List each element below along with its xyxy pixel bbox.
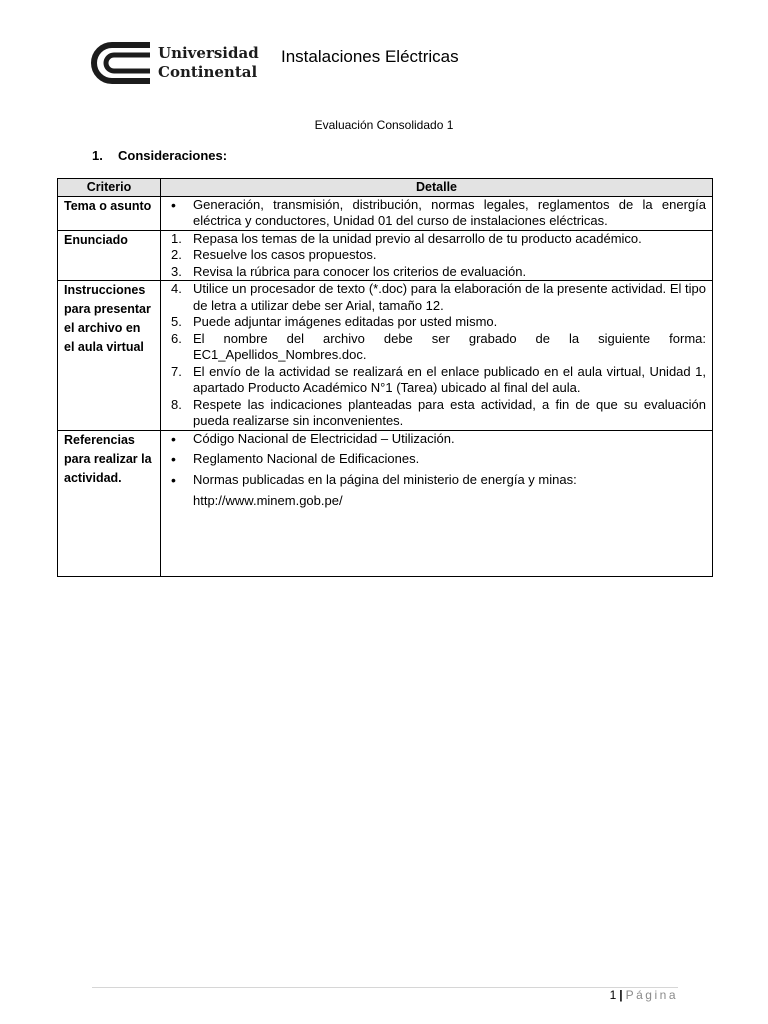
footer-divider	[92, 987, 678, 988]
list-item: • Reglamento Nacional de Edificaciones.	[167, 451, 706, 468]
bullet-icon: •	[171, 451, 176, 467]
table-row-tema	[58, 196, 713, 230]
table-header-row	[58, 179, 713, 197]
bullet-icon: •	[171, 471, 176, 488]
row-label-instrucciones: Instrucciones para presentar el archivo en el aula virtual	[58, 281, 161, 431]
university-logo	[90, 41, 259, 85]
logo-mark-icon	[90, 41, 152, 85]
table-row-enunciado	[58, 230, 713, 281]
row-label-enunciado: Enunciado	[58, 230, 161, 281]
list-item: 1. Repasa los temas de la unidad previo al desarrollo de tu producto académico.	[171, 230, 642, 246]
row-detail-enunciado	[161, 230, 713, 281]
logo-text-line1: Universidad	[158, 44, 259, 62]
list-item: 3. Revisa la rúbrica para conocer los criterios de evaluación.	[171, 263, 527, 279]
list-item: 5. Puede adjuntar imágenes editadas por usted mismo.	[171, 314, 498, 329]
page-number: 1	[609, 988, 617, 1002]
bullet-icon: •	[171, 196, 176, 213]
considerations-table	[57, 178, 713, 577]
header-criterio: Criterio	[58, 179, 161, 197]
section-number: 1.	[92, 148, 103, 163]
list-item: 2. Resuelve los casos propuestos.	[171, 247, 377, 262]
list-item: 7. El envío de la actividad se realizará en el enlace publicado en el aula virtual, Unidad 1, apartado Producto Académico N°1 (Tarea) ubicado al final del aula.	[171, 363, 706, 395]
list-item: • Generación, transmisión, distribución, normas legales, reglamentos de la energía eléctrica y conductores, Unidad 01 del curso de instalaciones eléctricas.	[167, 197, 706, 230]
page-word: Página	[625, 988, 678, 1002]
course-title: Instalaciones Eléctricas	[281, 47, 459, 66]
list-item: 4. Utilice un procesador de texto (*.doc) para la elaboración de la presente actividad. El tipo de letra a utilizar debe ser Arial, tamaño 12.	[171, 281, 706, 313]
row-label-referencias: Referencias para realizar la actividad.	[58, 430, 161, 576]
table-row-referencias	[58, 430, 713, 576]
list-item: 8. Respete las indicaciones planteadas para esta actividad, a fin de que su evaluación pueda realizarse sin inconvenientes.	[171, 396, 706, 428]
evaluation-title: Evaluación Consolidado 1	[314, 118, 454, 132]
bullet-icon: •	[171, 430, 176, 447]
logo-text-line2: Continental	[158, 63, 258, 81]
list-item: 6. El nombre del archivo debe ser grabado de la siguiente forma: EC1_Apellidos_Nombres.doc.	[171, 330, 706, 362]
ministry-link[interactable]: http://www.minem.gob.pe/	[193, 493, 343, 508]
page-footer	[610, 988, 678, 1002]
list-item: • Normas publicadas en la página del ministerio de energía y minas: http://www.minem.gob.pe/	[167, 472, 706, 510]
row-detail-referencias	[161, 430, 713, 576]
row-label-tema: Tema o asunto	[58, 196, 161, 230]
row-detail-tema	[161, 196, 713, 230]
table-row-instrucciones	[58, 281, 713, 431]
header-detalle: Detalle	[161, 179, 713, 197]
row-detail-instrucciones	[161, 281, 713, 431]
section-title: Consideraciones:	[118, 148, 228, 163]
list-item: • Código Nacional de Electricidad – Utilización.	[167, 431, 706, 448]
footer-separator: |	[619, 988, 623, 1002]
section-heading	[92, 148, 227, 163]
